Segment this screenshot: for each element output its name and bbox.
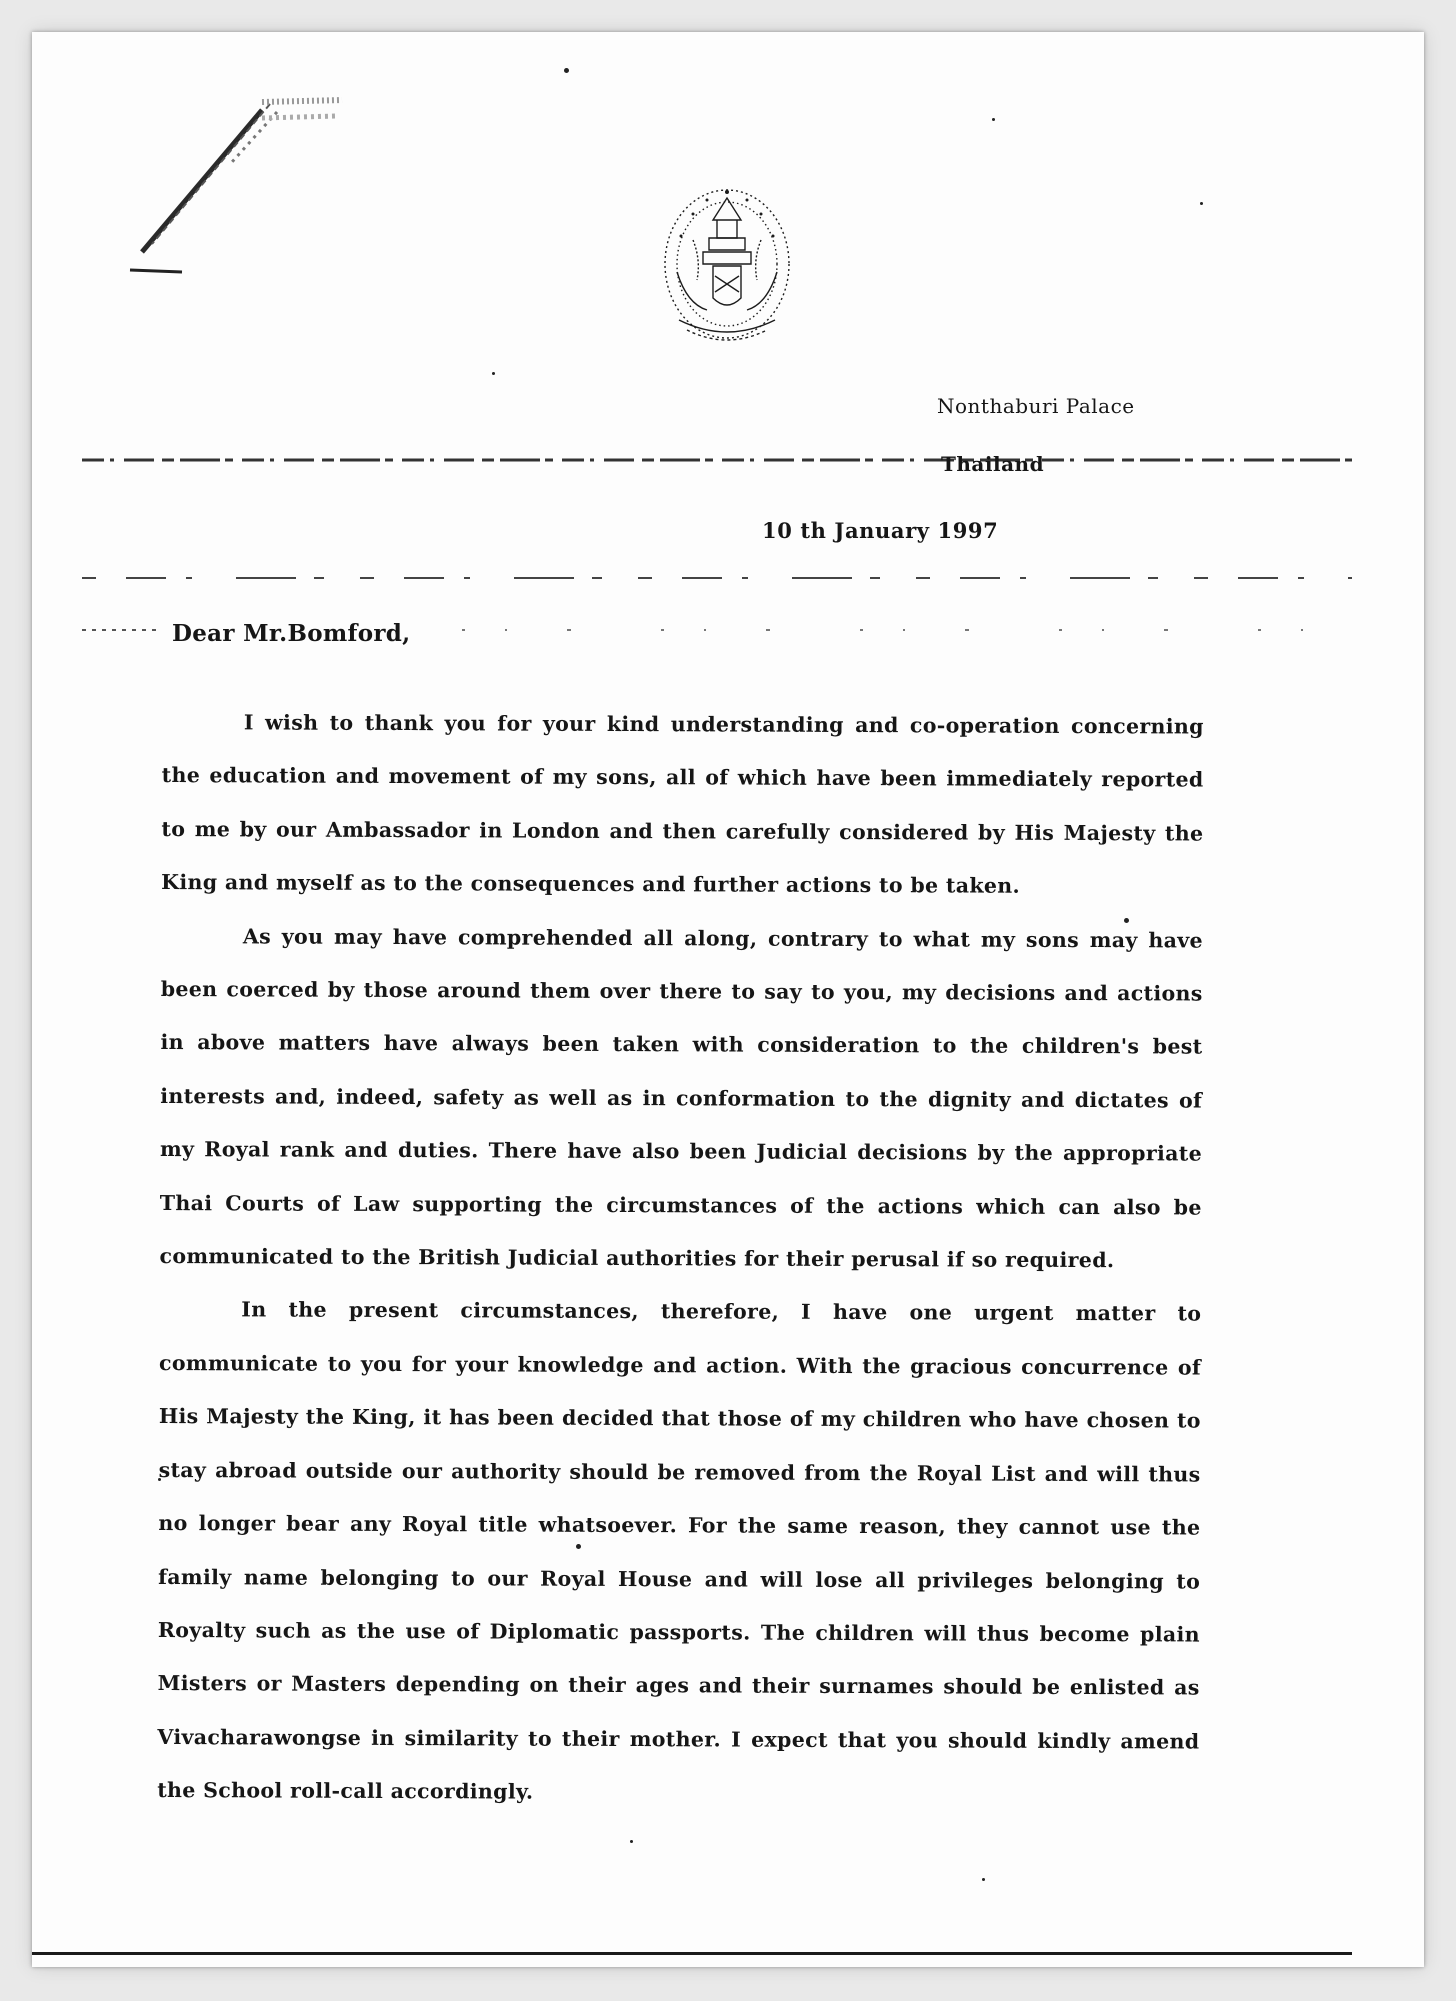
scan-artifact-line: [82, 574, 1352, 582]
page-bottom-rule: [32, 1952, 1352, 1955]
scan-speck: [1200, 202, 1203, 205]
letter-page: [32, 32, 1424, 1967]
royal-crest-emblem: [657, 180, 797, 352]
body-paragraph: As you may have comprehended all along, contrary to what my sons may have been coerced by those around them over there to say to you, my decisions and actions in above matters have always been taken with consideration to the children's best interests and, indeed, safety as well as in conformation to the dignity and dictates of my Royal rank and duties. There have also been Judicial decisions by the appropriate Thai Courts of Law supporting the circumstances of the actions which can also be communicated to the British Judicial authorities for their perusal if so required.: [159, 923, 1203, 1273]
sender-address: [937, 394, 1135, 476]
body-paragraph: In the present circumstances, therefore, I have one urgent matter to communicate to you for your knowledge and action. With the gracious concurrence of His Majesty the King, it has been decided that those of my children who have chosen to stay abroad outside our authority should be removed from the Royal List and will thus no longer bear any Royal title whatsoever. For the same reason, they cannot use the family name belonging to our Royal House and will lose all privileges belonging to Royalty such as the use of Diplomatic passports. The children will thus become plain Misters or Masters depending on their ages and their surnames should be enlisted as Vivacharawongse in similarity to their mother. I expect that you should kindly amend the School roll-call accordingly.: [157, 1297, 1202, 1804]
scan-speck: [982, 1878, 985, 1881]
address-line-country: Thailand: [941, 452, 1045, 476]
scan-speck: [992, 118, 995, 121]
scan-artifact-line: [82, 456, 1352, 464]
body-paragraph: I wish to thank you for your kind understanding and co-operation concerning the education and movement of my sons, all of which have been immediately reported to me by our Ambassador in London and then carefully considered by His Majesty the King and myself as to the consequences and further actions to be taken.: [161, 710, 1204, 898]
letter-date: 10 th January 1997: [762, 518, 999, 543]
scan-speck: [492, 372, 495, 375]
scan-speck: [630, 1840, 633, 1843]
letter-body: [157, 696, 1204, 1822]
scan-artifact-streak: [112, 92, 352, 322]
address-line-palace: Nonthaburi Palace: [937, 394, 1135, 418]
scan-speck: [564, 68, 569, 73]
salutation: Dear Mr.Bomford,: [172, 620, 411, 647]
